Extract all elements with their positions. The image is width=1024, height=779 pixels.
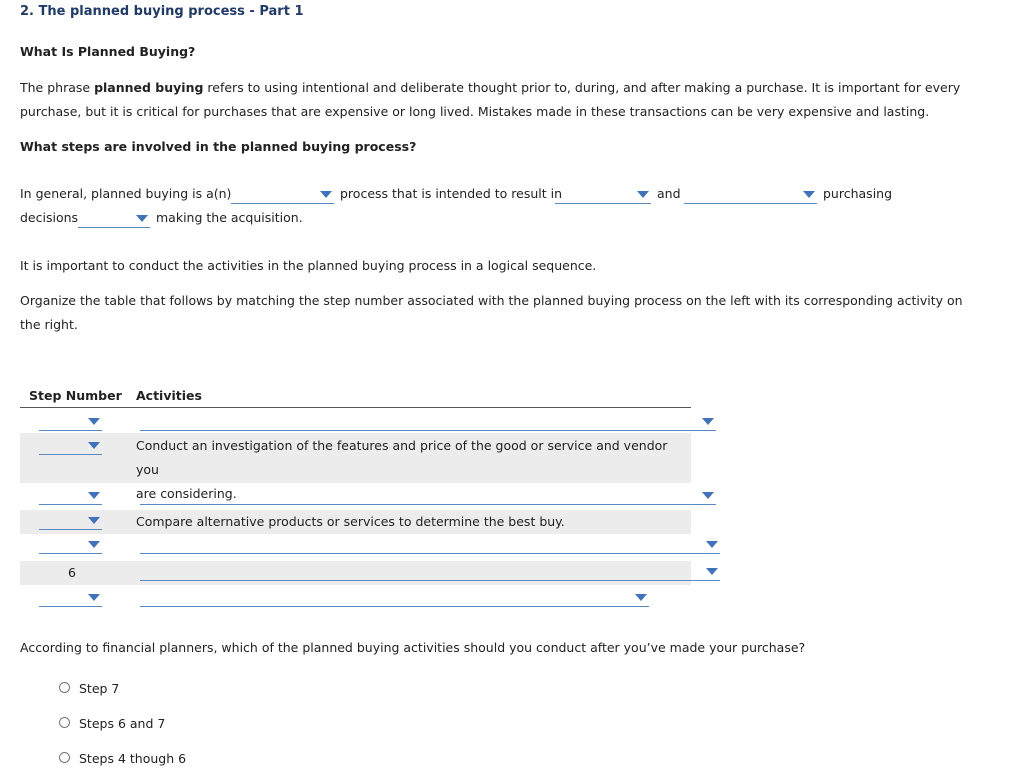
chevron-down-icon xyxy=(637,191,649,198)
step-dropdown-row-1[interactable] xyxy=(39,413,102,431)
fill-text-6: making the acquisition. xyxy=(156,210,303,225)
activity-dropdown-row-6[interactable] xyxy=(140,563,720,581)
chevron-down-icon xyxy=(136,215,148,222)
what-is-heading: What Is Planned Buying? xyxy=(20,44,196,59)
option-radio-1[interactable] xyxy=(59,682,70,693)
chevron-down-icon xyxy=(88,594,100,601)
fill-text-2: process that is intended to result in xyxy=(340,186,563,201)
process-type-dropdown[interactable] xyxy=(231,186,334,204)
chevron-down-icon xyxy=(88,492,100,499)
chevron-down-icon xyxy=(702,492,714,499)
row-4-activity: Compare alternative products or services to determine the best buy. xyxy=(136,514,565,529)
row-6-step-number: 6 xyxy=(68,565,76,580)
chevron-down-icon xyxy=(88,418,100,425)
col-header-activities: Activities xyxy=(136,388,202,403)
option-label-1: Step 7 xyxy=(79,681,120,696)
option-radio-2[interactable] xyxy=(59,717,70,728)
step-dropdown-row-7[interactable] xyxy=(39,589,102,607)
timing-dropdown[interactable] xyxy=(78,210,150,228)
chevron-down-icon xyxy=(88,517,100,524)
result-dropdown-1[interactable] xyxy=(555,186,651,204)
chevron-down-icon xyxy=(635,594,647,601)
col-header-step-number: Step Number xyxy=(29,388,122,403)
def-bold-term: planned buying xyxy=(94,80,204,95)
activity-dropdown-row-7[interactable] xyxy=(140,589,649,607)
chevron-down-icon xyxy=(702,418,714,425)
row-2-activity-line1: Conduct an investigation of the features and price of the good or service and vendor you xyxy=(136,438,668,477)
fill-text-5: decisions xyxy=(20,210,79,225)
chevron-down-icon xyxy=(706,568,718,575)
fill-text-4: purchasing xyxy=(823,186,893,201)
organize-line1: Organize the table that follows by matching the step number associated with the planned buying process on the left with its corresponding activity on xyxy=(20,293,963,308)
after-purchase-question: According to financial planners, which of the planned buying activities should you conduct after you’ve made your purchase? xyxy=(20,640,806,655)
result-dropdown-2[interactable] xyxy=(684,186,817,204)
organize-line2: the right. xyxy=(20,317,78,332)
chevron-down-icon xyxy=(320,191,332,198)
sequence-note: It is important to conduct the activities in the planned buying process in a logical sequence. xyxy=(20,258,597,273)
header-rule xyxy=(20,407,691,408)
chevron-down-icon xyxy=(803,191,815,198)
option-label-2: Steps 6 and 7 xyxy=(79,716,166,731)
step-dropdown-row-3[interactable] xyxy=(39,487,102,505)
step-dropdown-row-5[interactable] xyxy=(39,536,102,554)
activity-dropdown-row-1[interactable] xyxy=(140,413,716,431)
step-dropdown-row-4[interactable] xyxy=(39,512,102,530)
fill-text-3: and xyxy=(657,186,681,201)
activity-dropdown-row-5[interactable] xyxy=(140,536,720,554)
def-rest: refers to using intentional and deliberate thought prior to, during, and after making a purchase. It is important for every xyxy=(203,80,961,95)
def-line2: purchase, but it is critical for purchases that are expensive or long lived. Mistakes made in these transactions can be very expensive and lasting. xyxy=(20,104,930,119)
organize-instructions xyxy=(20,289,1010,337)
chevron-down-icon xyxy=(88,541,100,548)
definition-paragraph xyxy=(20,76,1010,124)
step-dropdown-row-2[interactable] xyxy=(39,437,102,455)
row-2-activity-line2: are considering. xyxy=(136,486,237,501)
option-label-3: Steps 4 though 6 xyxy=(79,751,187,766)
activity-dropdown-row-3[interactable] xyxy=(140,487,716,505)
chevron-down-icon xyxy=(88,442,100,449)
chevron-down-icon xyxy=(706,541,718,548)
page-title: 2. The planned buying process - Part 1 xyxy=(20,4,304,19)
fill-text-1: In general, planned buying is a(n) xyxy=(20,186,232,201)
steps-heading: What steps are involved in the planned buying process? xyxy=(20,139,417,154)
option-radio-3[interactable] xyxy=(59,752,70,763)
def-prefix: The phrase xyxy=(20,80,95,95)
